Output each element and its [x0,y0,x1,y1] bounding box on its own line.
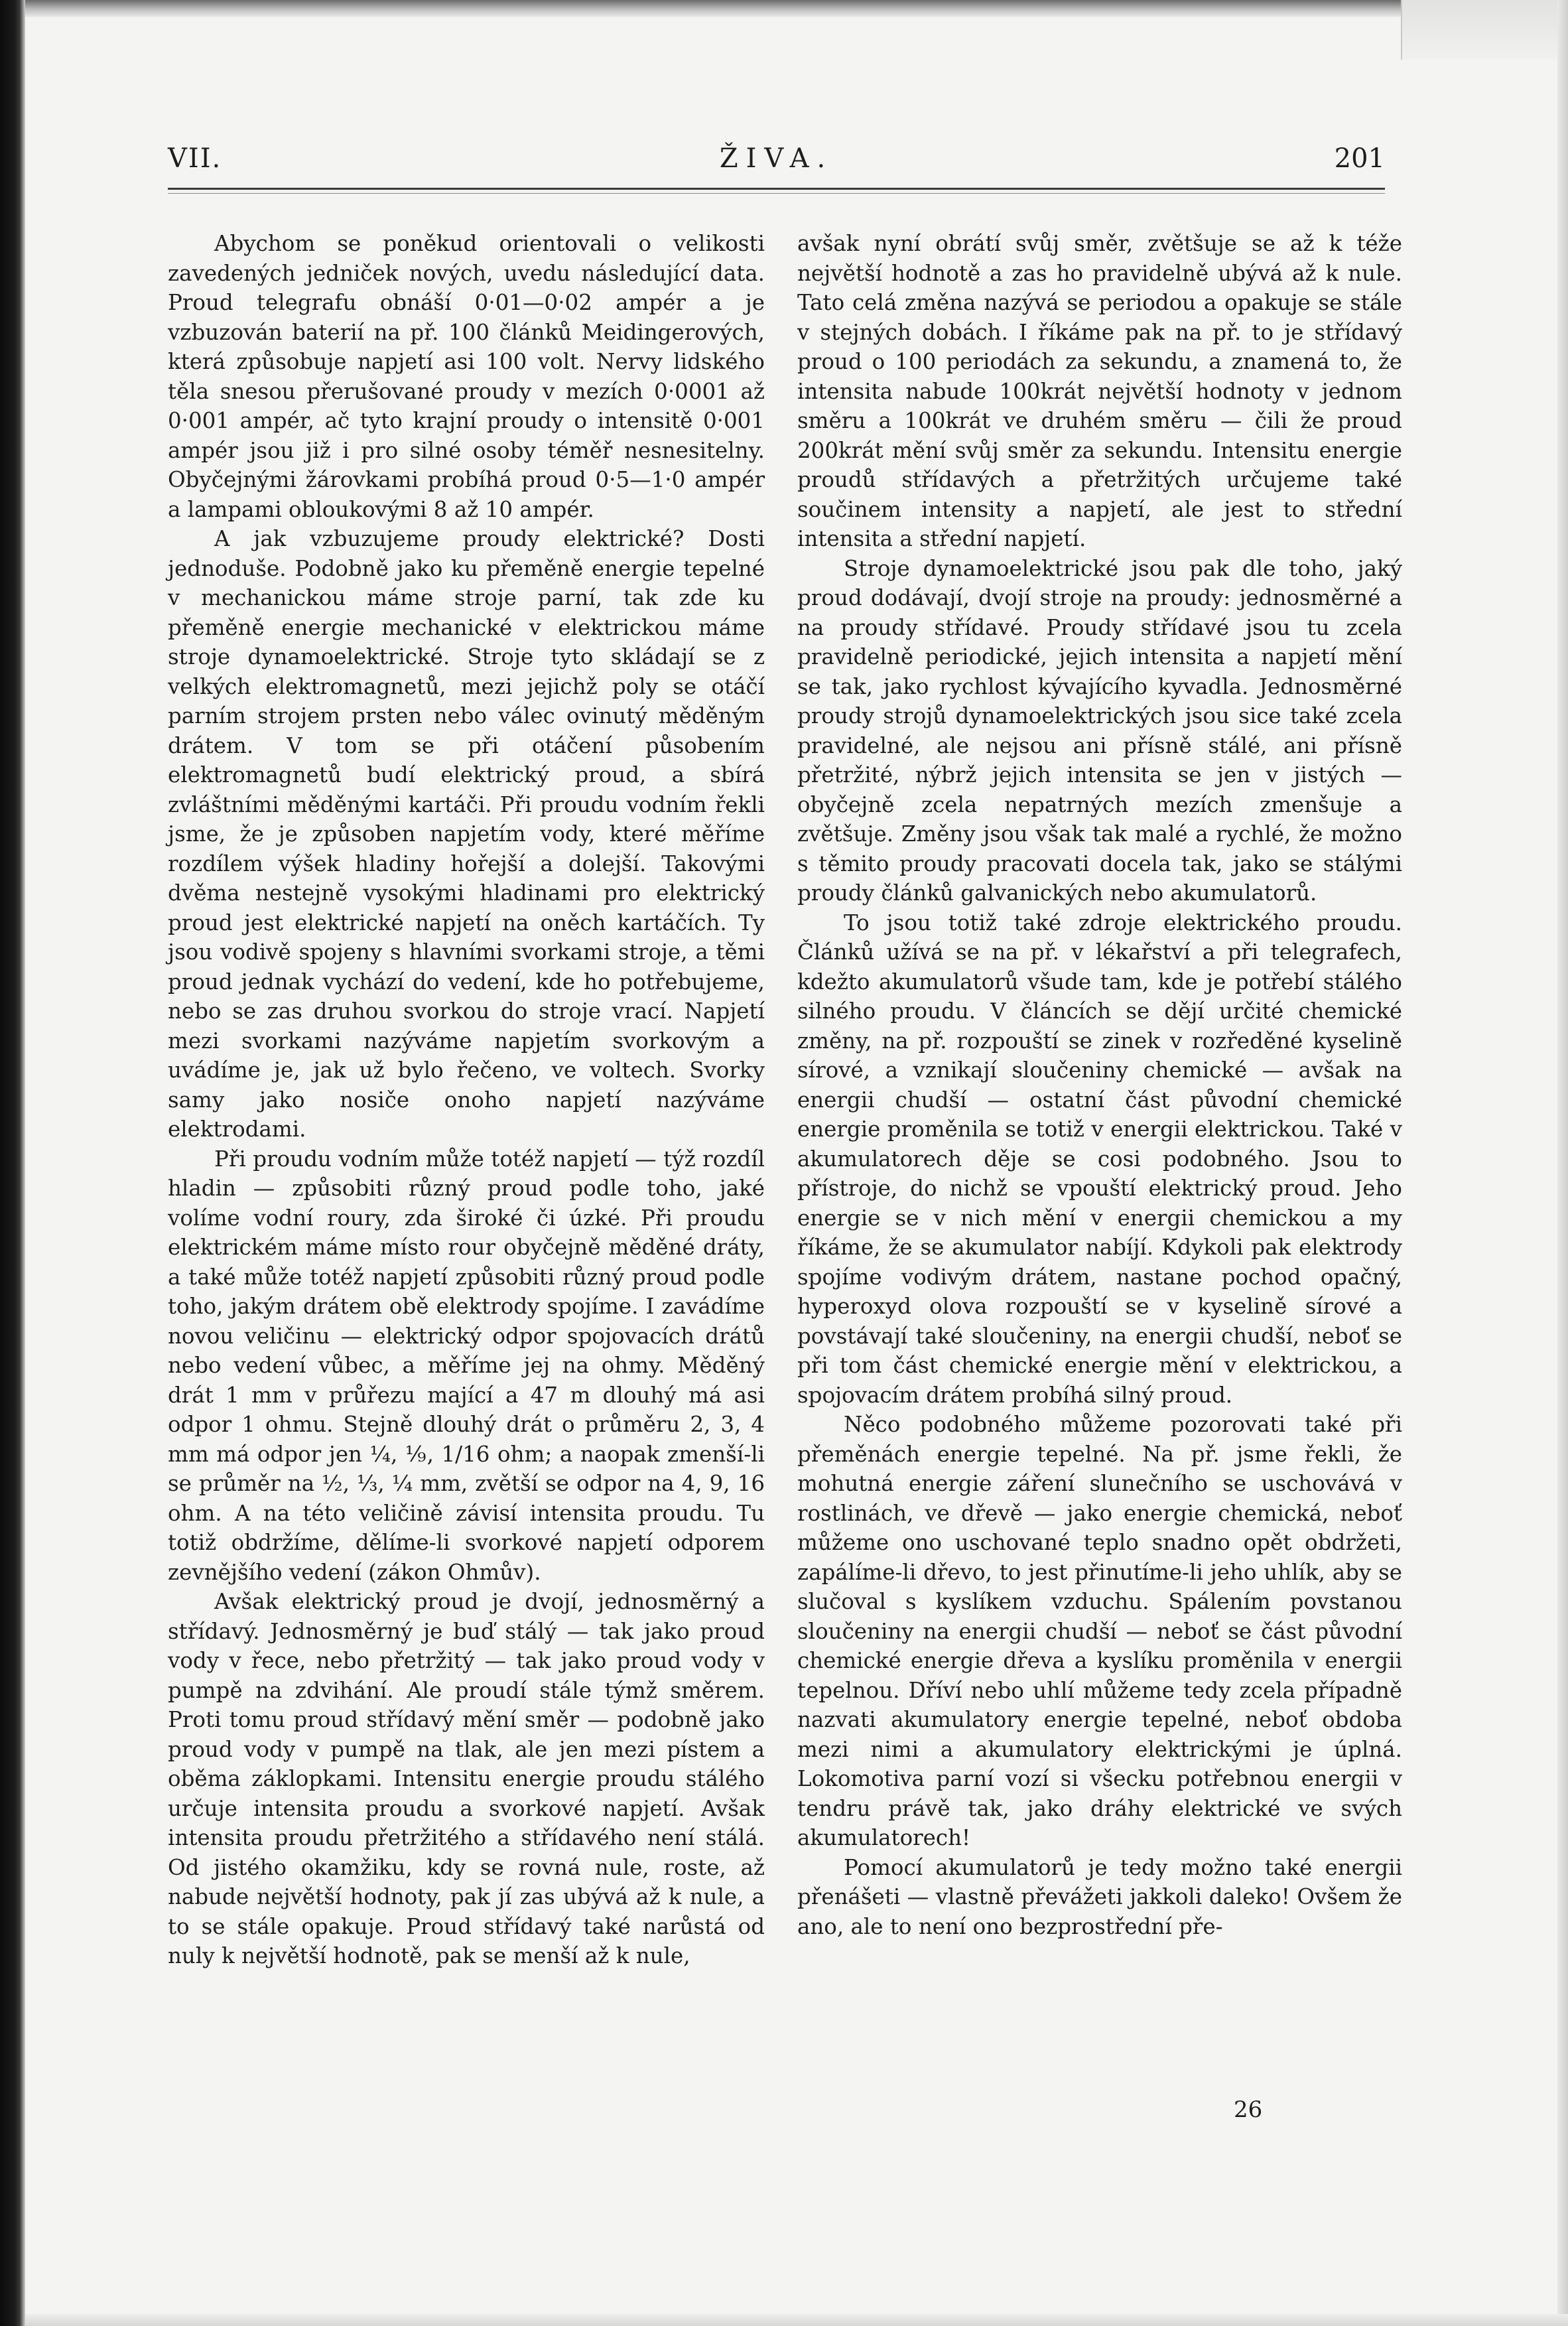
right-column [797,229,1402,1941]
paragraph: Při proudu vodním může totéž napjetí — týž rozdíl hladin — způsobiti různý proud podle toho, jaké volíme vodní roury, zda široké či úzké. Při proudu elektrickém máme místo rour obyčejně měděné dráty, a také může totéž napjetí způsobiti různý proud podle toho, jakým drátem obě elektrody spojíme. I zavádíme novou veličinu — elektrický odpor spojovacích drátů nebo vedení vůbec, a měříme jej na ohmy. Měděný drát 1 mm v průřezu mající a 47 m dlouhý má asi odpor 1 ohmu. Stejně dlouhý drát o průměru 2, 3, 4 mm má odpor jen ¼, ⅑, 1/16 ohm; a naopak zmenší-li se průměr na ½, ⅓, ¼ mm, zvětší se odpor na 4, 9, 16 ohm. A na této veličině závisí intensita proudu. Tu totiž obdržíme, dělíme-li svorkové napjetí odporem zevnějšího vedení (zákon Ohmův). [168,1146,765,1585]
paragraph: Pomocí akumulatorů je tedy možno také energii přenášeti — vlastně převážeti jakkoli daleko! Ovšem že ano, ale to není ono bezprostřední pře- [797,1854,1402,1939]
header-rule-thick [168,188,1385,190]
scan-edge-bottom [25,2314,1568,2326]
scan-edge-top [25,0,1568,17]
journal-title: ŽIVA. [719,143,834,174]
scan-edge-right [1557,0,1568,2326]
scan-edge-top-right [1401,0,1568,60]
volume-number: VII. [168,143,222,174]
paragraph: Něco podobného můžeme pozorovati také při přeměnách energie tepelné. Na př. jsme řekli, že mohutná energie záření slunečního se uschovává v rostlinách, ve dřevě — jako energie chemická, neboť můžeme ono uschované teplo snadno opět obdržeti, zapálíme-li dřevo, to jest přinutíme-li jeho uhlík, aby se slučoval s kyslíkem vzduchu. Spálením povstanou sloučeniny na energii chudší — neboť se část původní chemické energie dřeva a kyslíku proměnila v energii tepelnou. Dříví nebo uhlí můžeme tedy zcela případně nazvati akumulatory energie tepelné, neboť obdoba mezi nimi a akumulatory elektrickými je úplná. Lokomotiva parní vozí si všecku potřebnou energii v tendru právě tak, jako dráhy elektrické ve svých akumulatorech! [797,1412,1402,1850]
paragraph: avšak nyní obrátí svůj směr, zvětšuje se až k téže největší hodnotě a zas ho pravidelně ubývá až k nule. Tato celá změna nazývá se periodou a opakuje se stále v stejných dobách. I říkáme pak na př. to je střídavý proud o 100 periodách za sekundu, a znamená to, že intensita nabude 100krát největší hodnoty v jednom směru a 100krát ve druhém směru — čili že proud 200krát mění svůj směr za sekundu. Intensitu energie proudů střídavých a přetržitých určujeme také součinem intensity a napjetí, ale jest to střední intensita a střední napjetí. [797,231,1402,551]
paragraph: A jak vzbuzujeme proudy elektrické? Dosti jednoduše. Podobně jako ku přeměně energie tepelné v mechanickou máme stroje parní, tak zde ku přeměně energie mechanické v elektrickou máme stroje dynamoelektrické. Stroje tyto skládají se z velkých elektromagnetů, mezi jejichž poly se otáčí parním strojem prsten nebo válec ovinutý měděným drátem. V tom se při otáčení působením elektromagnetů budí elektrický proud, a sbírá zvláštními měděnými kartáči. Při proudu vodním řekli jsme, že je způsoben napjetím vody, které měříme rozdílem výšek hladiny hořejší a dolejší. Takovými dvěma nestejně vysokými hladinami pro elektrický proud jest elektrické napjetí na oněch kartáčích. Ty jsou vodivě spojeny s hlavními svorkami stroje, a těmi proud jednak vychází do vedení, kde ho potřebujeme, nebo se zas druhou svorkou do stroje vrací. Napjetí mezi svorkami nazýváme napjetím svorkovým a uvádíme je, jak už bylo řečeno, ve voltech. Svorky samy jako nosiče onoho napjetí nazýváme elektrodami. [168,526,765,1142]
paragraph: Avšak elektrický proud je dvojí, jednosměrný a střídavý. Jednosměrný je buď stálý — tak jako proud vody v řece, nebo přetržitý — tak jako proud vody v pumpě na zdvihání. Ale proudí stále týmž směrem. Proti tomu proud střídavý mění směr — podobně jako proud vody v pumpě na tlak, ale jen mezi pístem a oběma záklopkami. Intensitu energie proudu stálého určuje intensita proudu a svorkové napjetí. Avšak intensita proudu přetržitého a střídavého není stálá. Od jistého okamžiku, kdy se rovná nule, roste, až nabude největší hodnoty, pak jí zas ubývá až k nule, a to se stále opakuje. Proud střídavý také narůstá od nuly k největší hodnotě, pak se menší až k nule, [168,1589,765,1968]
paragraph: To jsou totiž také zdroje elektrického proudu. Článků užívá se na př. v lékařství a při telegrafech, kdežto akumulatorů všude tam, kde je potřebí stálého silného proudu. V článcích se dějí určité chemické změny, na př. rozpouští se zinek v rozředěné kyselině sírové, a vznikají sloučeniny chemické — avšak na energii chudší — ostatní část původní chemické energie proměnila se totiž v energii elektrickou. Také v akumulatorech děje se cosi podobného. Jsou to přístroje, do nichž se vpouští elektrický proud. Jeho energie se v nich mění v energii chemickou a my říkáme, že se akumulator nabíjí. Kdykoli pak elektrody spojíme vodivým drátem, nastane pochod opačný, hyperoxyd olova rozpouští se v kyselině sírové a povstávají také sloučeniny, na energii chudší, neboť se při tom část chemické energie mění v elektrickou, a spojovacím drátem probíhá silný proud. [797,910,1402,1408]
page-number: 201 [1334,143,1385,174]
scan-edge-left [0,0,25,2326]
header-rule-thin [168,193,1385,194]
running-header [168,138,1385,179]
paragraph: Abychom se poněkud orientovali o velikosti zavedených jedniček nových, uvedu následující data. Proud telegrafu obnáší 0·01—0·02 ampér a je vzbuzován baterií na př. 100 článků Meidingerových, která způsobuje napjetí asi 100 volt. Nervy lidského těla snesou přerušované proudy v mezích 0·0001 až 0·001 ampér, ač tyto krajní proudy o intensitě 0·001 ampér jsou již i pro silné osoby téměř nesnesitelny. Obyčejnými žárovkami probíhá proud 0·5—1·0 ampér a lampami obloukovými 8 až 10 ampér. [168,231,765,522]
left-column [168,229,765,1971]
printer-signature-mark: 26 [1234,2096,1263,2123]
paragraph: Stroje dynamoelektrické jsou pak dle toho, jaký proud dodávají, dvojí stroje na proudy: jednosměrné a na proudy střídavé. Proudy střídavé jsou tu zcela pravidelně periodické, jejich intensita a napjetí mění se tak, jako rychlost kývajícího kyvadla. Jednosměrné proudy strojů dynamoelektrických jsou sice také zcela pravidelné, ale nejsou ani přísně stálé, ani přísně přetržité, nýbrž jejich intensita se jen v jistých — obyčejně zcela nepatrných mezích zmenšuje a zvětšuje. Změny jsou však tak malé a rychlé, že možno s těmito proudy pracovati docela tak, jako se stálými proudy článků galvanických nebo akumulatorů. [797,555,1402,906]
